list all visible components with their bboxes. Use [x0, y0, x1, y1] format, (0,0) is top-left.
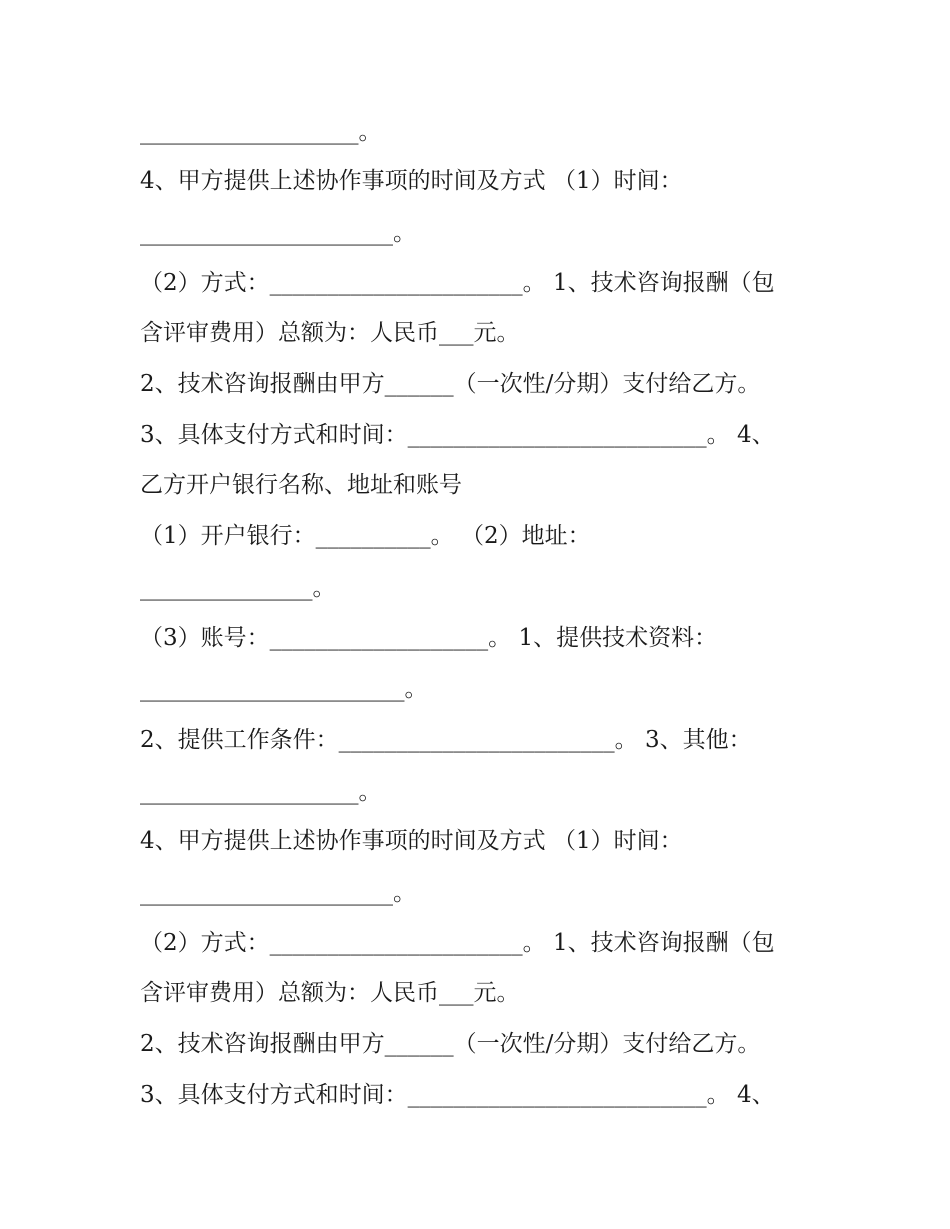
text-line: ______________________。 [140, 220, 416, 246]
text-line: （2）方式：______________________。 1、技术咨询报酬（包 [140, 930, 775, 956]
text-line: ___________________。 [140, 119, 382, 145]
text-line: 乙方开户银行名称、地址和账号 [140, 472, 462, 498]
text-line: 4、甲方提供上述协作事项的时间及方式 （1）时间： [140, 168, 683, 194]
text-line: （3）账号：___________________。 1、提供技术资料： [140, 625, 718, 651]
text-line: （2）方式：______________________。 1、技术咨询报酬（包 [140, 270, 775, 296]
text-line: 2、技术咨询报酬由甲方______（一次性/分期）支付给乙方。 [140, 1031, 761, 1057]
text-line: 3、具体支付方式和时间：__________________________。 4、 [140, 422, 775, 448]
text-line: 含评审费用）总额为：人民币___元。 [140, 320, 520, 346]
text-line: ______________________。 [140, 880, 416, 906]
text-line: _______________。 [140, 575, 336, 601]
text-line: 4、甲方提供上述协作事项的时间及方式 （1）时间： [140, 828, 683, 854]
text-line: _______________________。 [140, 676, 428, 702]
text-line: 3、具体支付方式和时间：__________________________。 4、 [140, 1082, 775, 1108]
text-line: （1）开户银行：__________。 （2）地址： [140, 523, 591, 549]
text-line: 2、提供工作条件：________________________。 3、其他： [140, 727, 752, 753]
text-line: ___________________。 [140, 779, 382, 805]
text-line: 含评审费用）总额为：人民币___元。 [140, 980, 520, 1006]
text-line: 2、技术咨询报酬由甲方______（一次性/分期）支付给乙方。 [140, 371, 761, 397]
